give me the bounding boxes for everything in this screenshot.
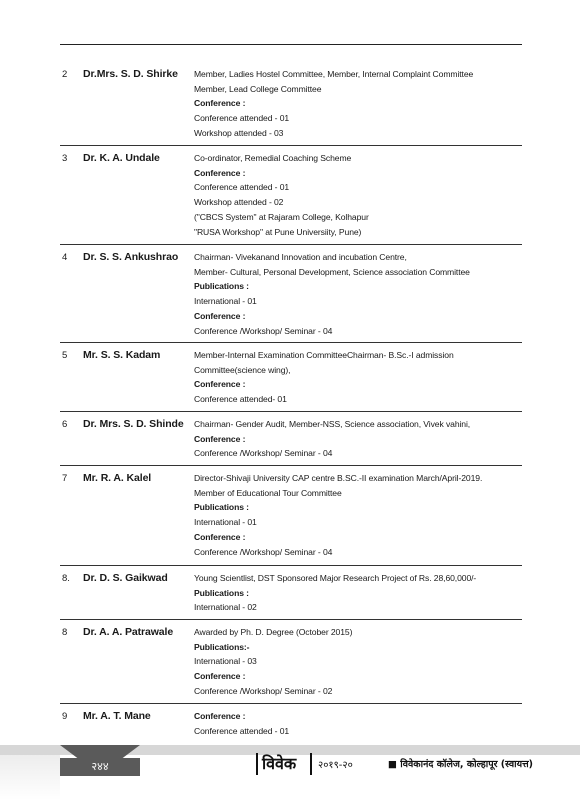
faculty-details: [194, 67, 522, 141]
detail-line: Young Scientlist, DST Sponsored Major Research Project of Rs. 28,60,000/-: [194, 573, 477, 583]
brand-divider-right: [310, 753, 312, 775]
detail-line: International - 01: [194, 517, 257, 528]
detail-line: Awarded by Ph. D. Degree (October 2015): [194, 627, 353, 637]
row-number: 8: [62, 627, 68, 638]
faculty-details: [194, 417, 522, 461]
faculty-name: Dr. A. A. Patrawale: [83, 626, 174, 638]
row-divider: [60, 565, 522, 566]
detail-line: Member of Educational Tour Committee: [194, 487, 342, 498]
detail-line: Conference /Workshop/ Seminar - 04: [194, 325, 333, 336]
row-divider: [60, 411, 522, 412]
faculty-name: Dr. S. S. Ankushrao: [83, 251, 179, 263]
detail-line: Chairman- Gender Audit, Member-NSS, Science association, Vivek vahini,: [194, 419, 471, 429]
row-divider: [60, 244, 522, 245]
row-divider: [60, 619, 522, 620]
detail-line: Member, Ladies Hostel Committee, Member, Internal Complaint Committee: [194, 69, 474, 79]
row-divider: [60, 703, 522, 704]
detail-line: Conference /Workshop/ Seminar - 04: [194, 546, 333, 557]
faculty-details: [194, 471, 522, 559]
detail-line: International - 03: [194, 656, 257, 667]
top-rule: [60, 44, 522, 45]
detail-line: Member, Lead College Committee: [194, 83, 322, 94]
detail-heading: Publications :: [194, 281, 249, 292]
detail-heading: Conference :: [194, 671, 246, 682]
detail-line: Member-Internal Examination CommitteeChairman- B.Sc.-I admission: [194, 350, 454, 360]
row-number: 5: [62, 350, 68, 361]
faculty-details: [194, 250, 522, 338]
detail-line: Conference /Workshop/ Seminar - 04: [194, 448, 333, 459]
faculty-name: Mr. S. S. Kadam: [83, 349, 161, 361]
row-divider: [60, 465, 522, 466]
faculty-name: Dr.Mrs. S. D. Shirke: [83, 68, 178, 80]
detail-line: International - 01: [194, 296, 257, 307]
detail-heading: Conference :: [194, 433, 246, 444]
detail-line: Committee(science wing),: [194, 364, 291, 375]
detail-heading: Conference :: [194, 531, 246, 542]
row-number: 6: [62, 419, 68, 430]
faculty-details: [194, 348, 522, 407]
detail-line: Conference attended - 01: [194, 182, 290, 193]
detail-heading: Publications:-: [194, 641, 250, 652]
faculty-name: Dr. K. A. Undale: [83, 152, 160, 164]
detail-line: Workshop attended - 03: [194, 127, 284, 138]
detail-heading: Conference :: [194, 310, 246, 321]
detail-line: Member- Cultural, Personal Development, Science association Committee: [194, 266, 470, 277]
row-number: 8.: [62, 573, 70, 584]
detail-line: Workshop attended - 02: [194, 197, 284, 208]
faculty-name: Dr. Mrs. S. D. Shinde: [83, 418, 184, 430]
magazine-logo: विवेक: [262, 754, 297, 773]
detail-line: Conference attended - 01: [194, 725, 290, 736]
brand-divider-left: [256, 753, 258, 775]
faculty-details: [194, 625, 522, 699]
detail-line: Conference attended- 01: [194, 394, 287, 405]
faculty-name: Mr. A. T. Mane: [83, 710, 151, 722]
detail-line: ("CBCS System" at Rajaram College, Kolhapur: [194, 211, 369, 222]
row-number: 4: [62, 252, 68, 263]
footer-year: २०१९-२०: [318, 760, 353, 771]
detail-line: "RUSA Workshop" at Pune Universiity, Pune): [194, 226, 362, 237]
detail-line: International - 02: [194, 602, 257, 613]
row-number: 9: [62, 711, 68, 722]
detail-heading: Conference :: [194, 379, 246, 390]
detail-heading: Conference :: [194, 98, 246, 109]
detail-line: Co-ordinator, Remedial Coaching Scheme: [194, 153, 352, 163]
faculty-details: [194, 571, 522, 615]
faculty-name: Mr. R. A. Kalel: [83, 472, 152, 484]
faculty-details: [194, 709, 522, 738]
detail-heading: Conference :: [194, 711, 246, 721]
detail-line: Chairman- Vivekanand Innovation and incubation Centre,: [194, 252, 407, 262]
detail-line: Conference attended - 01: [194, 113, 290, 124]
page-number: २४४: [60, 758, 140, 776]
row-number: 7: [62, 473, 68, 484]
footer-college-name: ■ विवेकानंद कॉलेज, कोल्हापूर (स्वायत्त): [388, 759, 533, 770]
row-divider: [60, 145, 522, 146]
footer-shade: [0, 745, 60, 800]
detail-line: Director-Shivaji University CAP centre B.SC.-II examination March/April-2019.: [194, 473, 483, 483]
detail-heading: Conference :: [194, 167, 246, 178]
row-divider: [60, 342, 522, 343]
detail-line: Conference /Workshop/ Seminar - 02: [194, 685, 333, 696]
faculty-name: Dr. D. S. Gaikwad: [83, 572, 168, 584]
detail-heading: Publications :: [194, 502, 249, 513]
row-number: 2: [62, 69, 68, 80]
detail-heading: Publications :: [194, 587, 249, 598]
row-number: 3: [62, 153, 68, 164]
faculty-details: [194, 151, 522, 239]
